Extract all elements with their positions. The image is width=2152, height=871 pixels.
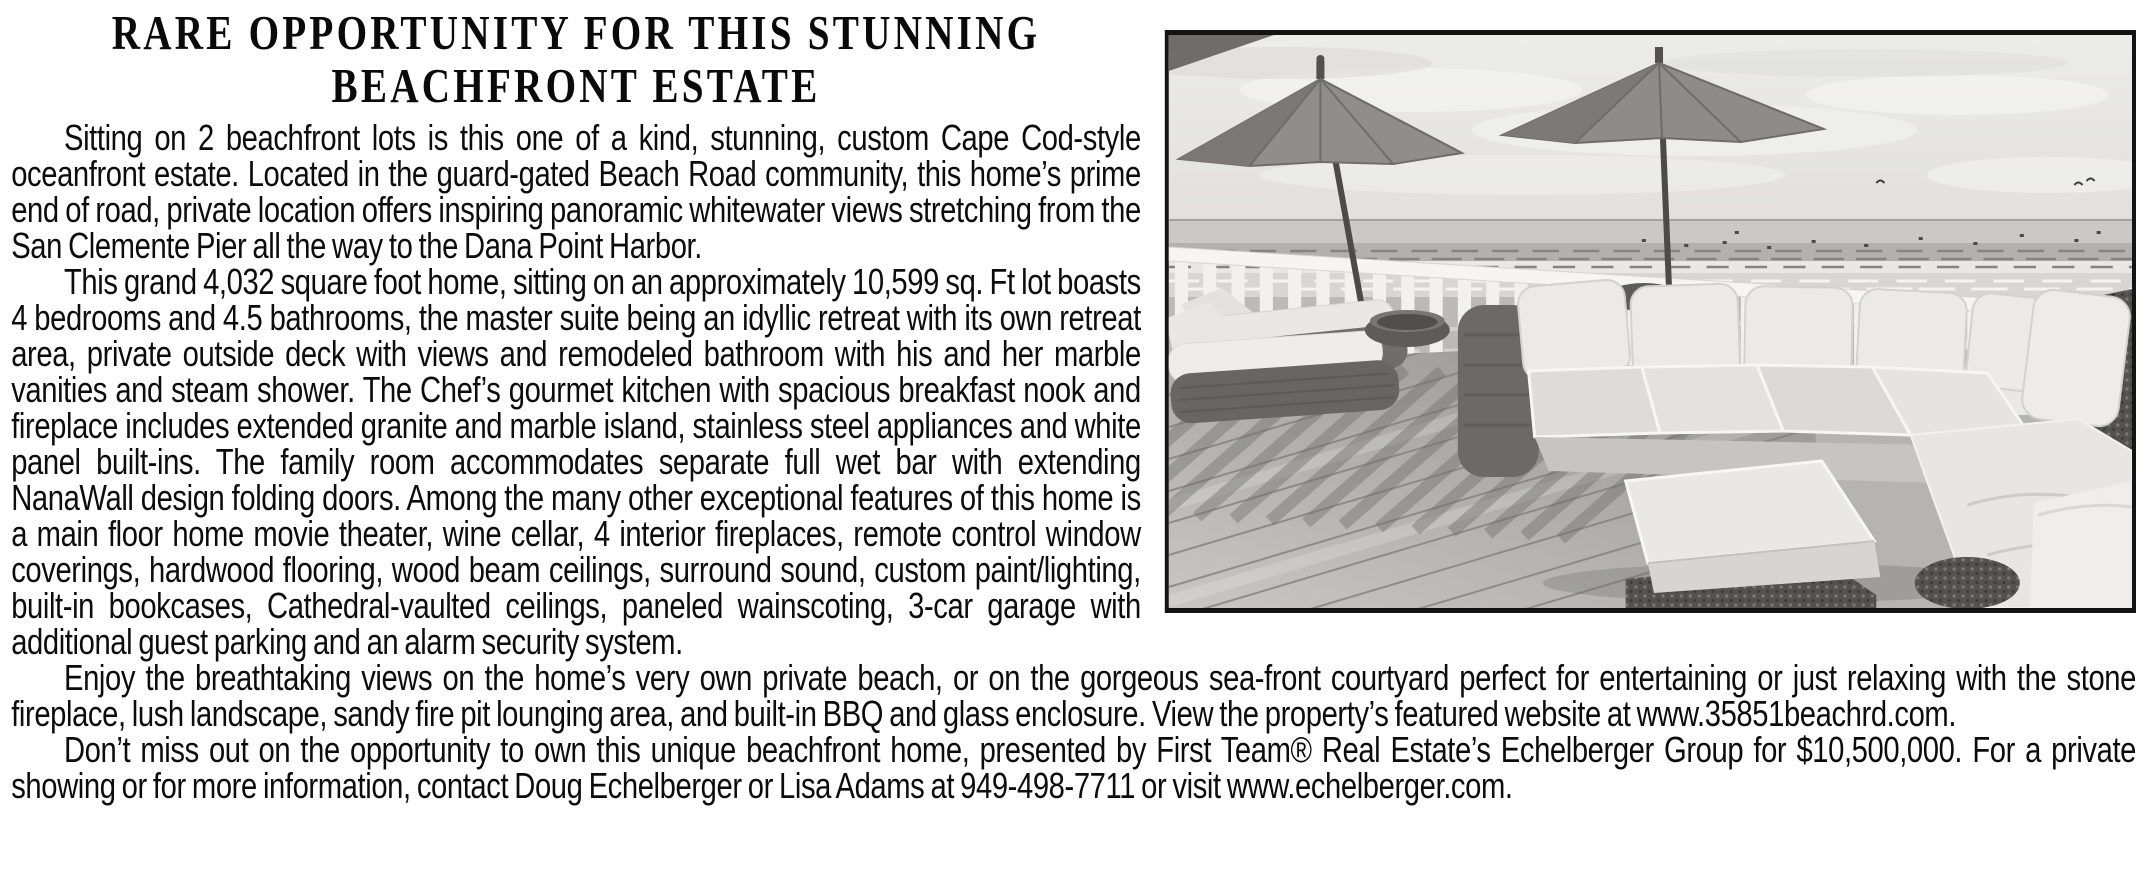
headline-line-2: BEACHFRONT ESTATE	[331, 58, 821, 113]
ad-content	[0, 6, 2152, 804]
beachfront-deck-photo	[1165, 30, 2136, 613]
paragraph-1: Sitting on 2 beachfront lots is this one of a kind, stunning, custom Cape Cod-style oceanfront estate. Located in the guard-gated Beach Road community, this home’s prime end of road, private location offers inspiring panoramic whitewater views stretching from the San Clemente Pier all the way to the Dana Point Harbor.	[11, 117, 1141, 266]
planter-pot	[1365, 310, 1450, 347]
paragraph-4: Don’t miss out on the opportunity to own this unique beachfront home, presented by First Team® Real Estate’s Echelberger Group for $10,500,000. For a private showing or for more information, contact Doug Echelberger or Lisa Adams at 949-498-7711 or visit www.echelberger.com.	[11, 729, 2136, 806]
paragraph-2: This grand 4,032 square foot home, sitting on an approximately 10,599 sq. Ft lot boasts 4 bedrooms and 4.5 bathrooms, the master suite being an idyllic retreat with its own retreat area, private outside deck with views and remodeled bathroom with his and her marble vanities and steam shower. The Chef’s gourmet kitchen with spacious breakfast nook and fireplace includes extended granite and marble island, stainless steel appliances and white panel built-ins. The family room accommodates separate full wet bar with extending NanaWall design folding doors. Among the many other exceptional features of this home is a main floor home movie theater, wine cellar, 4 interior fireplaces, remote control window coverings, hardwood flooring, wood beam ceilings, surround sound, custom paint/lighting, built-in bookcases, Cathedral-vaulted ceilings, paneled wainscoting, 3-car garage with additional guest parking and an alarm security system.	[11, 261, 1141, 662]
paragraph-3: Enjoy the breathtaking views on the home’s very own private beach, or on the gorgeous sea-front courtyard perfect for entertaining or just relaxing with the stone fireplace, lush landscape, sandy fire pit lounging area, and built-in BBQ and glass enclosure. View the property’s featured website at www.35851beachrd.com.	[11, 657, 2136, 734]
headline-line-1: RARE OPPORTUNITY FOR THIS STUNNING	[111, 5, 1041, 60]
beachfront-deck-illustration	[1169, 35, 2132, 608]
